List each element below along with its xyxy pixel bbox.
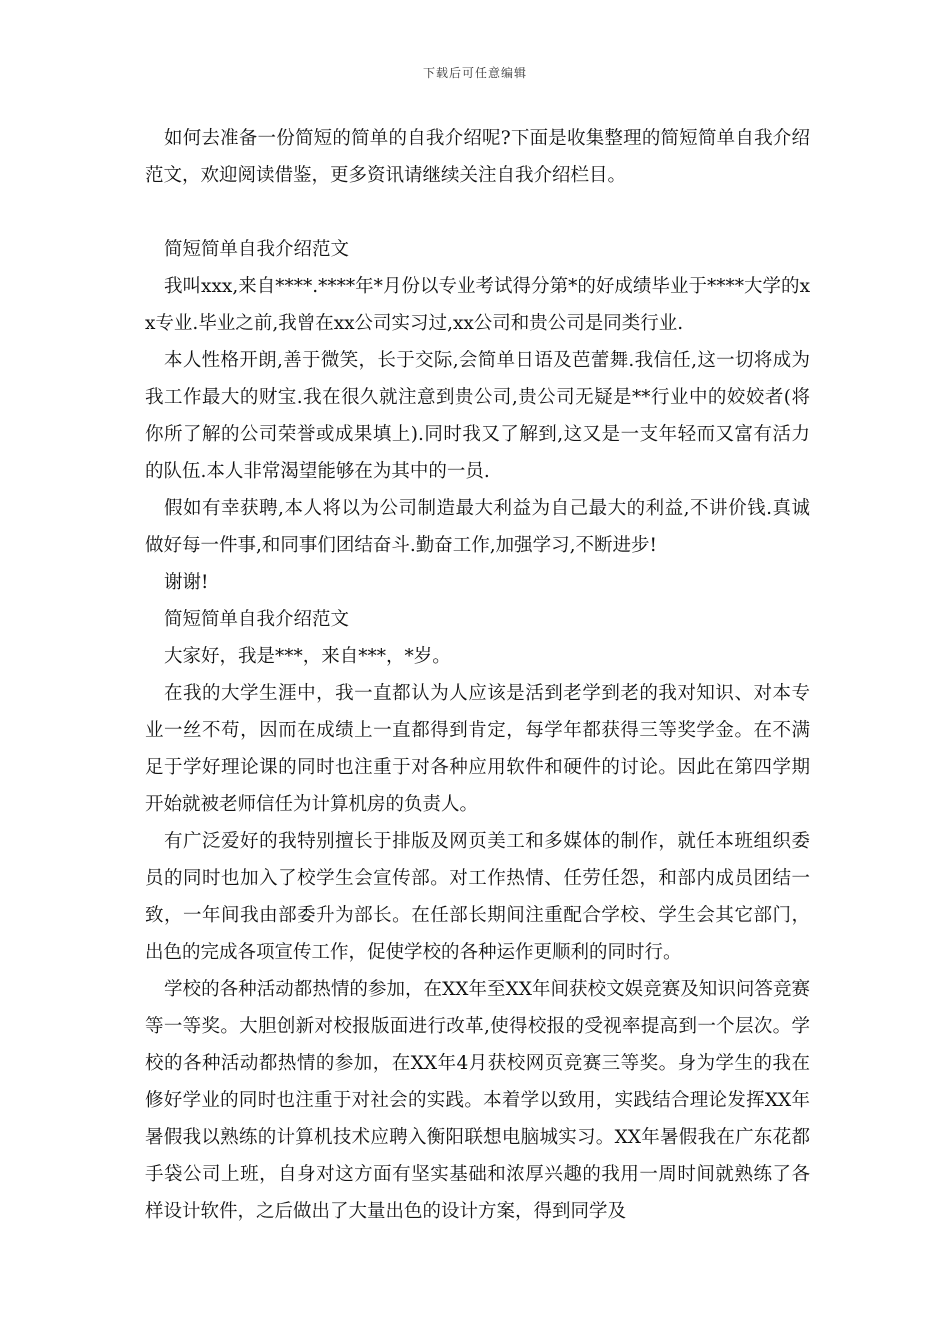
section-1-title: 简短简单自我介绍范文	[164, 239, 350, 260]
section-2-paragraph-2: 在我的大学生涯中，我一直都认为人应该是活到老学到老的我对知识、对本专业一丝不苟，因而在成绩上一直都得到肯定，每学年都获得三等奖学金。在不满足于学好理论课的同时也注重于对各种应用软件和硬件的讨论。因此在第四学期开始就被老师信任为计算机房的负责人。	[145, 683, 810, 815]
section-2-paragraph-4: 学校的各种活动都热情的参加，在XX年至XX年间获校文娱竞赛及知识问答竞赛等一等奖。大胆创新对校报版面进行改革,使得校报的受视率提高到一个层次。学校的各种活动都热情的参加，在XX年4月获校网页竞赛三等奖。身为学生的我在修好学业的同时也注重于对社会的实践。本着学以致用，实践结合理论发挥XX年暑假我以熟练的计算机技术应聘入衡阳联想电脑城实习。XX年暑假我在广东花都手袋公司上班，自身对这方面有坚实基础和浓厚兴趣的我用一周时间就熟练了各样设计软件，之后做出了大量出色的设计方案，得到同学及	[145, 979, 810, 1222]
section-1-paragraph-3: 假如有幸获聘,本人将以为公司制造最大利益为自己最大的利益,不讲价钱.真诚做好每一件事,和同事们团结奋斗.勤奋工作,加强学习,不断进步!	[145, 498, 810, 556]
paragraph-gap	[145, 194, 810, 231]
section-1-thanks: 谢谢!	[164, 572, 209, 593]
intro-paragraph: 如何去准备一份简短的简单的自我介绍呢?下面是收集整理的简短简单自我介绍范文，欢迎阅读借鉴，更多资讯请继续关注自我介绍栏目。	[145, 128, 810, 186]
section-2-paragraph-1: 大家好，我是***，来自***，*岁。	[164, 646, 451, 667]
section-2-paragraph-3: 有广泛爱好的我特别擅长于排版及网页美工和多媒体的制作，就任本班组织委员的同时也加入了校学生会宣传部。对工作热情、任劳任怨，和部内成员团结一致，一年间我由部委升为部长。在任部长期间注重配合学校、学生会其它部门，出色的完成各项宣传工作，促使学校的各种运作更顺利的同时行。	[145, 831, 810, 963]
section-1-paragraph-1: 我叫xxx,来自****.****年*月份以专业考试得分第*的好成绩毕业于****大学的xx专业.毕业之前,我曾在xx公司实习过,xx公司和贵公司是同类行业.	[145, 276, 810, 334]
section-2-title: 简短简单自我介绍范文	[164, 609, 350, 630]
document-body	[145, 120, 810, 1230]
page-header: 下载后可任意编辑	[422, 66, 527, 80]
section-1-paragraph-2: 本人性格开朗,善于微笑，长于交际,会简单日语及芭蕾舞.我信任,这一切将成为我工作最大的财宝.我在很久就注意到贵公司,贵公司无疑是**行业中的姣姣者(将你所了解的公司荣誉或成果填上).同时我又了解到,这又是一支年轻而又富有活力的队伍.本人非常渴望能够在为其中的一员.	[145, 350, 810, 482]
